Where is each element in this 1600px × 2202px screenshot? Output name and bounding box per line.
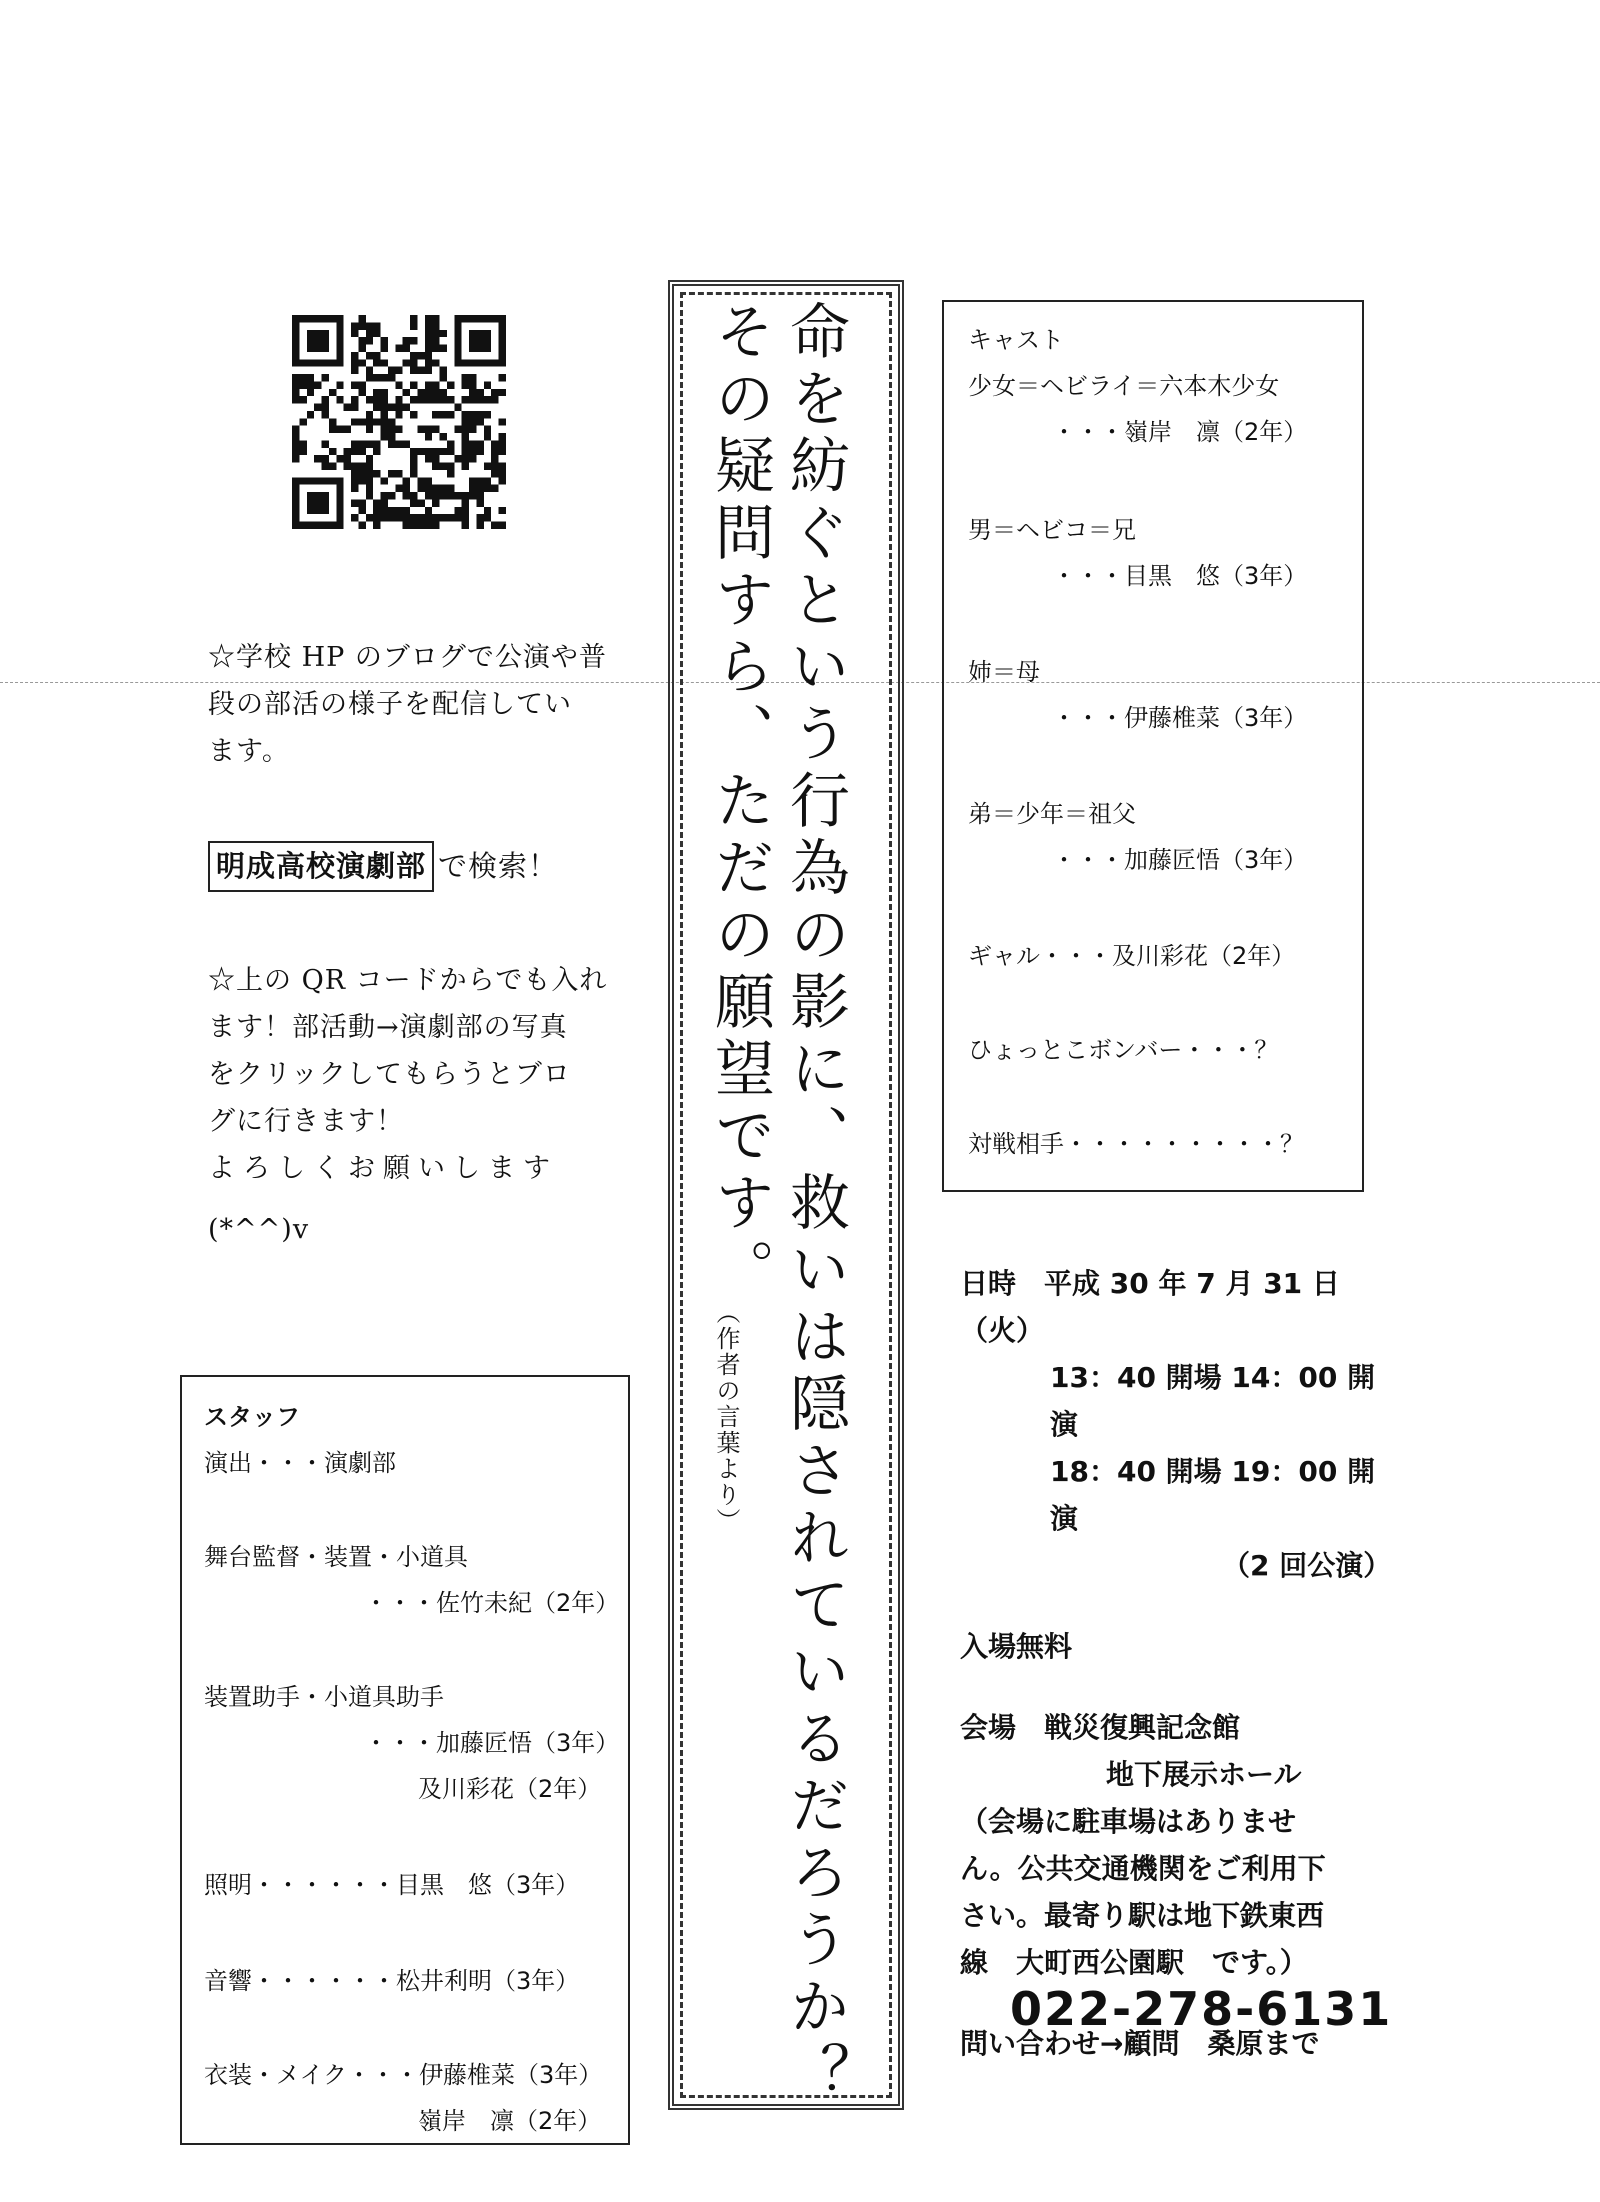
event-access-line: （会場に駐車場はありませ — [960, 1805, 1297, 1838]
staff-row: 及川彩花（2年） — [418, 1775, 602, 1803]
cast-row: ・・・嶺岸 凛（2年） — [1052, 418, 1308, 446]
staff-row: 音響・・・・・・松井利明（3年） — [204, 1967, 580, 1995]
staff-row: ・・・佐竹未紀（2年） — [364, 1589, 620, 1617]
event-contact: 問い合わせ→顧問 桑原まで — [960, 2027, 1320, 2060]
staff-row: 舞台監督・装置・小道具 — [204, 1543, 468, 1571]
cast-row: 姉＝母 — [968, 658, 1040, 686]
qr-notice-line: グに行きます！ — [208, 1106, 404, 1137]
cast-box — [942, 300, 1364, 1192]
event-access-line: ん。公共交通機関をご利用下 — [960, 1852, 1326, 1885]
blog-notice-line: ☆学校 HP のブログで公演や普 — [208, 642, 607, 673]
cast-row: 対戦相手・・・・・・・・・？ — [968, 1130, 1304, 1158]
staff-row: 照明・・・・・・目黒 悠（3年） — [204, 1871, 580, 1899]
staff-row: 嶺岸 凛（2年） — [418, 2107, 602, 2135]
staff-title: スタッフ — [204, 1403, 300, 1431]
tagline-line2: その疑問すら、ただの願望です。 — [705, 300, 775, 1305]
blog-notice — [208, 634, 648, 775]
qr-code-icon[interactable] — [292, 315, 506, 529]
event-venue-hall: 地下展示ホール — [1106, 1758, 1302, 1791]
staff-box — [180, 1375, 630, 2145]
qr-notice-line: をクリックしてもらうとブロ — [208, 1059, 571, 1090]
cast-row: 少女＝ヘビライ＝六本木少女 — [968, 372, 1280, 400]
cast-row: 男＝ヘビコ＝兄 — [968, 516, 1136, 544]
qr-notice — [208, 957, 648, 1253]
search-keyword-box[interactable]: 明成高校演劇部 — [208, 841, 434, 892]
blog-notice-line: ます。 — [208, 736, 290, 767]
cast-row: ・・・伊藤椎菜（3年） — [1052, 704, 1308, 732]
staff-row: 衣装・メイク・・・伊藤椎菜（3年） — [204, 2061, 603, 2089]
event-show2: 18：40 開場 19：00 開演 — [1050, 1455, 1376, 1535]
tagline-credit: （作者の言葉より） — [712, 1300, 740, 1534]
cast-row: 弟＝少年＝祖父 — [968, 800, 1136, 828]
event-admission: 入場無料 — [960, 1630, 1073, 1663]
cast-row: ・・・加藤匠悟（3年） — [1052, 846, 1308, 874]
search-hint — [208, 841, 558, 892]
staff-row: 装置助手・小道具助手 — [204, 1683, 444, 1711]
event-access-line: さい。最寄り駅は地下鉄東西 — [960, 1899, 1325, 1932]
cast-title: キャスト — [968, 326, 1064, 354]
event-shows-note: （2 回公演） — [1222, 1549, 1392, 1582]
search-suffix: で検索！ — [438, 849, 559, 883]
staff-row: 演出・・・演劇部 — [204, 1449, 396, 1477]
blog-notice-line: 段の部活の様子を配信してい — [208, 689, 572, 720]
qr-notice-line: ☆上の QR コードからでも入れ — [208, 965, 608, 996]
qr-notice-line: ます！部活動→演劇部の写真 — [208, 1012, 568, 1043]
cast-row: ひょっとこボンバー・・・？ — [968, 1036, 1279, 1064]
event-show1: 13：40 開場 14：00 開演 — [1050, 1361, 1376, 1441]
qr-notice-line: よろしくお願いします — [208, 1153, 558, 1184]
staff-row: ・・・加藤匠悟（3年） — [364, 1729, 620, 1757]
phone-number[interactable]: 022-278-6131 — [1010, 1982, 1393, 2036]
cast-row: ・・・目黒 悠（3年） — [1052, 562, 1308, 590]
event-info — [960, 1260, 1393, 2067]
event-access-line: 線 大町西公園駅 です。） — [960, 1946, 1308, 1979]
tagline-line1: 命を紡ぐという行為の影に、救いは隠されているだろうか？ — [780, 300, 850, 2109]
event-venue: 会場 戦災復興記念館 — [960, 1711, 1241, 1744]
cast-row: ギャル・・・及川彩花（2年） — [968, 942, 1296, 970]
event-date: 日時 平成 30 年 7 月 31 日（火） — [960, 1267, 1340, 1347]
qr-notice-line: (*^^)v — [208, 1214, 310, 1245]
